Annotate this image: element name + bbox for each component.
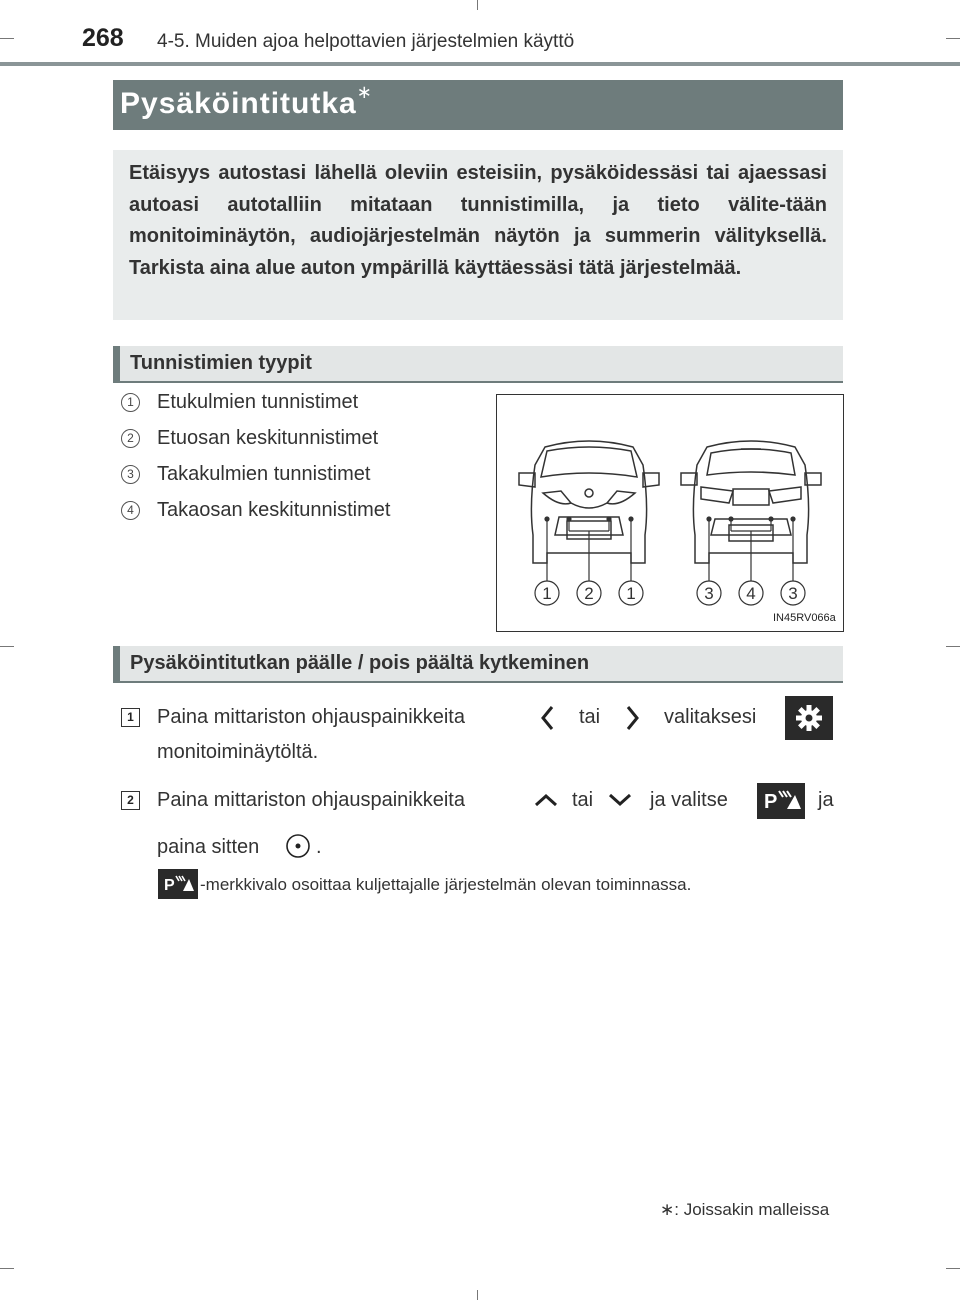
list-item: Takaosan keskitunnistimet (157, 499, 391, 521)
step-text: monitoiminäytöltä. (157, 741, 319, 763)
step-text: ja valitse (650, 789, 728, 811)
asterisk-mark: ∗ (356, 82, 373, 102)
page-number: 268 (82, 24, 124, 52)
crop-mark (946, 1268, 960, 1269)
crop-mark (0, 1268, 14, 1269)
figure-code: IN45RV066a (773, 612, 836, 624)
callout-label: 1 (542, 584, 552, 603)
callout-label: 1 (626, 584, 636, 603)
step-text: valitaksesi (664, 706, 757, 728)
chapter-title: 4-5. Muiden ajoa helpottavien järjestelmien käyttö (157, 31, 575, 52)
list-item: Takakulmien tunnistimet (157, 463, 371, 485)
step-text: Paina mittariston ohjauspainikkeita (157, 706, 465, 728)
callout-label: 4 (746, 584, 756, 603)
list-item: Etuosan keskitunnistimet (157, 427, 379, 449)
callout-label: 2 (584, 584, 594, 603)
chevron-right-icon (622, 704, 642, 737)
step-text: . (316, 836, 322, 858)
asterisk-mark: ∗ (660, 1200, 675, 1219)
callout-label: 3 (704, 584, 714, 603)
crop-mark (0, 38, 14, 39)
section-heading-switch (113, 646, 843, 683)
step-text: ja (818, 789, 834, 811)
footnote (660, 1200, 829, 1220)
parking-sensor-icon (158, 869, 198, 904)
list-number: 2 (121, 429, 140, 448)
step-text: tai (579, 706, 601, 728)
crop-mark (477, 1290, 478, 1300)
crop-mark (477, 0, 478, 10)
list-number: 3 (121, 465, 140, 484)
header-rule (0, 62, 960, 66)
car-diagram (496, 394, 844, 632)
page-title (120, 82, 373, 121)
section-heading-sensors (113, 346, 843, 383)
list-number: 1 (121, 393, 140, 412)
svg-text:P: P (164, 877, 175, 894)
car-illustration (497, 395, 843, 631)
step-text: Paina mittariston ohjauspainikkeita (157, 789, 465, 811)
crop-mark (946, 646, 960, 647)
note-text: -merkkivalo osoittaa kuljettajalle järjestelmän olevan toiminnassa. (200, 875, 692, 894)
section-heading-label: Tunnistimien tyypit (130, 352, 312, 374)
page-title-text: Pysäköintitutka (120, 87, 357, 120)
ok-button-icon (285, 833, 311, 864)
parking-sensor-icon (757, 783, 805, 824)
callout-leaders (545, 517, 795, 581)
section-bar (113, 646, 120, 681)
chevron-up-icon (532, 790, 560, 815)
list-item: Etukulmien tunnistimet (157, 391, 359, 413)
step-number: 2 (121, 791, 140, 810)
intro-text: Etäisyys autostasi lähellä oleviin esteisiin, pysäköidessäsi tai ajaessasi autoasi autotalliin mitataan tunnistimilla, ja tieto välite-tään monitoiminäytön, audiojärjestelmän näytön ja summerin välityksellä. Tarkista aina alue auton ympärillä käyttäessäsi tätä järjestelmää. (129, 162, 827, 279)
step-number: 1 (121, 708, 140, 727)
section-heading-label: Pysäköintitutkan päälle / pois päältä kytkeminen (130, 652, 590, 674)
chevron-down-icon (606, 790, 634, 815)
list-number: 4 (121, 501, 140, 520)
footnote-text: : Joissakin malleissa (674, 1200, 830, 1219)
svg-text:P: P (764, 791, 778, 813)
gear-icon (785, 696, 833, 745)
step-text: tai (572, 789, 594, 811)
step-text: paina sitten (157, 836, 260, 858)
callout-label: 3 (788, 584, 798, 603)
crop-mark (0, 646, 14, 647)
chevron-left-icon (538, 704, 558, 737)
section-bar (113, 346, 120, 381)
crop-mark (946, 38, 960, 39)
